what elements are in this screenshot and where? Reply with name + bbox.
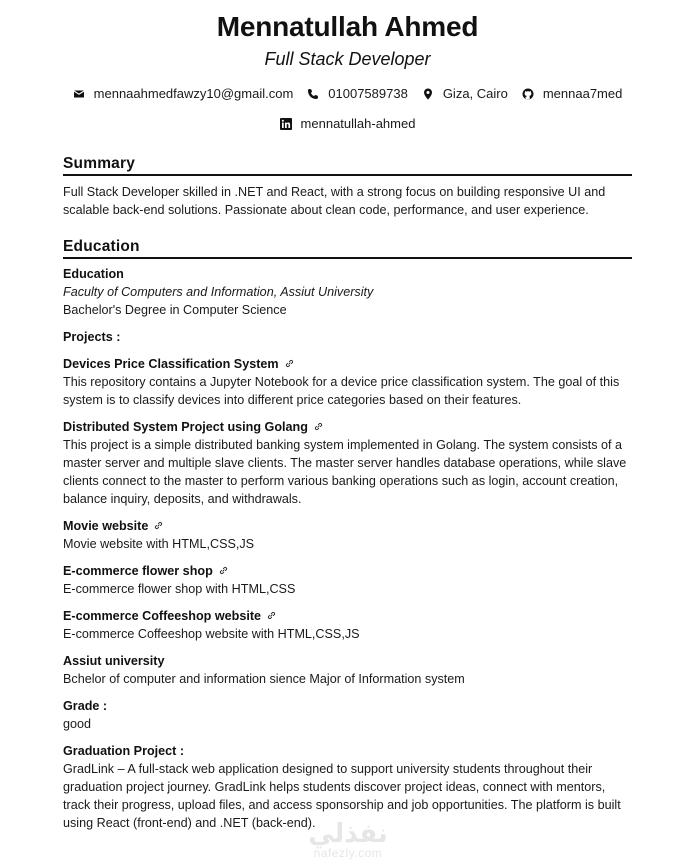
project-desc-line: clients connect to the master to perform various banking operations such as login, account creation, bbox=[63, 474, 619, 488]
graduation-project-entry bbox=[63, 742, 632, 832]
link-icon[interactable] bbox=[154, 521, 163, 530]
institution-name: Faculty of Computers and Information, Assiut University bbox=[63, 285, 374, 299]
project-desc-line: E-commerce flower shop with HTML,CSS bbox=[63, 582, 296, 596]
project-title[interactable]: E-commerce flower shop bbox=[63, 564, 213, 578]
education-entry bbox=[63, 265, 632, 319]
summary-line: scalable back-end solutions. Passionate about clean code, performance, and user experience. bbox=[63, 203, 589, 217]
grade-entry bbox=[63, 697, 632, 733]
summary-line: Full Stack Developer skilled in .NET and React, with a strong focus on building responsive UI and bbox=[63, 185, 606, 199]
project-title-row[interactable] bbox=[63, 607, 632, 625]
link-icon[interactable] bbox=[314, 422, 323, 431]
project-title-row[interactable] bbox=[63, 418, 632, 436]
contact-github[interactable] bbox=[522, 85, 623, 102]
project-title[interactable]: Distributed System Project using Golang bbox=[63, 420, 308, 434]
project-item bbox=[63, 418, 632, 508]
project-title[interactable]: Movie website bbox=[63, 519, 149, 533]
grade-value: good bbox=[63, 717, 92, 731]
project-desc-line: Movie website with HTML,CSS,JS bbox=[63, 537, 255, 551]
university-text: Bchelor of computer and information sience Major of Information system bbox=[63, 672, 465, 686]
graduation-project-line: GradLink – A full-stack web application designed to support university students throughout their bbox=[63, 762, 593, 776]
project-title[interactable]: Devices Price Classification System bbox=[63, 357, 279, 371]
project-title-row[interactable] bbox=[63, 562, 632, 580]
section-heading-summary: Summary bbox=[63, 154, 632, 176]
degree-name: Bachelor's Degree in Computer Science bbox=[63, 303, 287, 317]
project-item bbox=[63, 355, 632, 409]
project-item bbox=[63, 517, 632, 553]
summary-text bbox=[63, 183, 632, 219]
candidate-name: Mennatullah Ahmed bbox=[216, 11, 479, 42]
education-entry-title: Education bbox=[63, 267, 124, 281]
project-item bbox=[63, 562, 632, 598]
project-desc-line: E-commerce Coffeeshop website with HTML,CSS,JS bbox=[63, 627, 360, 641]
phone-icon bbox=[307, 88, 319, 100]
watermark-latin: nafezly.com bbox=[313, 846, 383, 860]
link-icon[interactable] bbox=[267, 611, 276, 620]
link-icon[interactable] bbox=[285, 359, 294, 368]
contact-email[interactable] bbox=[73, 85, 294, 102]
contact-location bbox=[422, 85, 508, 102]
project-desc-line: This project is a simple distributed banking system implemented in Golang. The system consists of a bbox=[63, 438, 623, 452]
projects-label: Projects : bbox=[63, 330, 121, 344]
grade-label: Grade : bbox=[63, 699, 108, 713]
project-title[interactable]: E-commerce Coffeeshop website bbox=[63, 609, 262, 623]
linkedin-text: mennatullah-ahmed bbox=[300, 116, 416, 131]
contact-linkedin[interactable] bbox=[280, 115, 416, 132]
project-desc-line: balance inquiry, deposits, and withdrawals. bbox=[63, 492, 302, 506]
project-title-row[interactable] bbox=[63, 355, 632, 373]
candidate-title: Full Stack Developer bbox=[264, 49, 431, 69]
project-desc-line: This repository contains a Jupyter Notebook for a device price classification system. The goal of this bbox=[63, 375, 620, 389]
email-text: mennaahmedfawzy10@gmail.com bbox=[93, 86, 294, 101]
phone-text: 01007589738 bbox=[328, 86, 408, 101]
location-text: Giza, Cairo bbox=[442, 86, 508, 101]
github-text: mennaa7med bbox=[542, 86, 623, 101]
project-item bbox=[63, 607, 632, 643]
university-entry bbox=[63, 652, 632, 688]
github-icon bbox=[522, 88, 534, 100]
graduation-project-label: Graduation Project : bbox=[63, 744, 185, 758]
graduation-project-line: using React (front-end) and .NET (back-end). bbox=[63, 816, 316, 830]
graduation-project-line: track their progress, upload files, and access sponsorship and job opportunities. The platform is built bbox=[63, 798, 621, 812]
contact-info bbox=[63, 85, 632, 132]
project-desc-line: master server and multiple slave clients. The master server handles database operations, while slave bbox=[63, 456, 627, 470]
project-title-row[interactable] bbox=[63, 517, 632, 535]
link-icon[interactable] bbox=[219, 566, 228, 575]
university-label: Assiut university bbox=[63, 654, 165, 668]
envelope-icon bbox=[73, 88, 85, 100]
graduation-project-line: graduation project journey. GradLink helps students discover project ideas, connect with mentors, bbox=[63, 780, 606, 794]
linkedin-icon bbox=[280, 118, 292, 130]
project-desc-line: system is to classify devices into different price categories based on their features. bbox=[63, 393, 522, 407]
map-pin-icon bbox=[422, 88, 434, 100]
watermark-arabic: نفذلي bbox=[308, 818, 388, 848]
contact-phone[interactable] bbox=[307, 85, 408, 102]
section-heading-education: Education bbox=[63, 237, 632, 259]
